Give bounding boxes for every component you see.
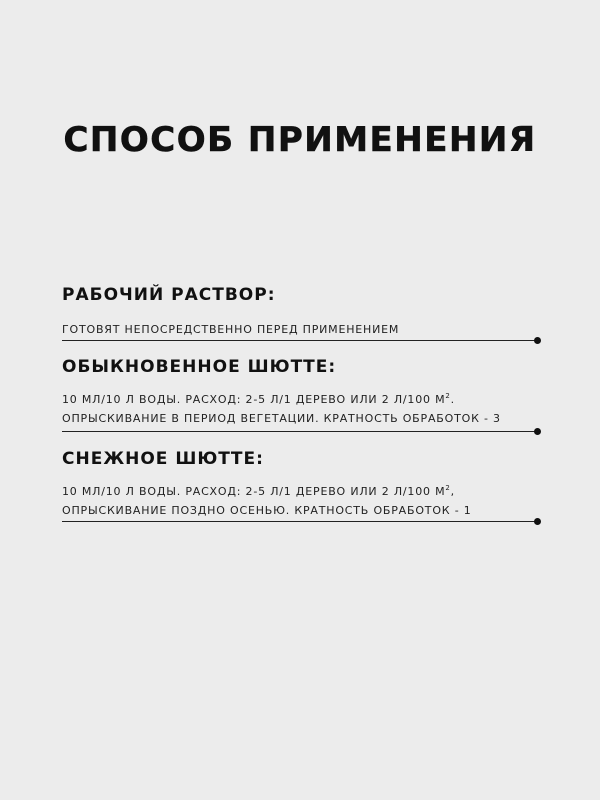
section-heading: РАБОЧИЙ РАСТВОР: xyxy=(62,285,276,305)
body-line-tail: , xyxy=(450,485,455,498)
body-line: 10 МЛ/10 Л ВОДЫ. РАСХОД: 2-5 Л/1 ДЕРЕВО ИЛИ 2 Л/100 М xyxy=(62,393,446,406)
body-line: 10 МЛ/10 Л ВОДЫ. РАСХОД: 2-5 Л/1 ДЕРЕВО ИЛИ 2 Л/100 М xyxy=(62,485,446,498)
page-title: СПОСОБ ПРИМЕНЕНИЯ xyxy=(63,120,537,160)
divider-line xyxy=(62,431,537,432)
section-body xyxy=(62,482,542,520)
superscript: 2 xyxy=(445,484,451,492)
body-line: ОПРЫСКИВАНИЕ В ПЕРИОД ВЕГЕТАЦИИ. КРАТНОСТЬ ОБРАБОТОК - 3 xyxy=(62,412,501,425)
body-line: ОПРЫСКИВАНИЕ ПОЗДНО ОСЕНЬЮ. КРАТНОСТЬ ОБРАБОТОК - 1 xyxy=(62,504,472,517)
section-body xyxy=(62,320,542,339)
divider-dot xyxy=(534,428,541,435)
section-snow-shutte xyxy=(62,448,542,520)
body-line: ГОТОВЯТ НЕПОСРЕДСТВЕННО ПЕРЕД ПРИМЕНЕНИЕМ xyxy=(62,323,400,336)
section-body xyxy=(62,390,542,428)
section-working-solution xyxy=(62,284,542,339)
divider-line xyxy=(62,521,537,522)
section-heading: ОБЫКНОВЕННОЕ ШЮТТЕ: xyxy=(62,357,337,377)
superscript: 2 xyxy=(445,392,451,400)
body-line-tail: . xyxy=(450,393,455,406)
divider-dot xyxy=(534,337,541,344)
section-heading: СНЕЖНОЕ ШЮТТЕ: xyxy=(62,449,264,469)
divider-line xyxy=(62,340,537,341)
divider-dot xyxy=(534,518,541,525)
section-common-shutte xyxy=(62,356,542,428)
